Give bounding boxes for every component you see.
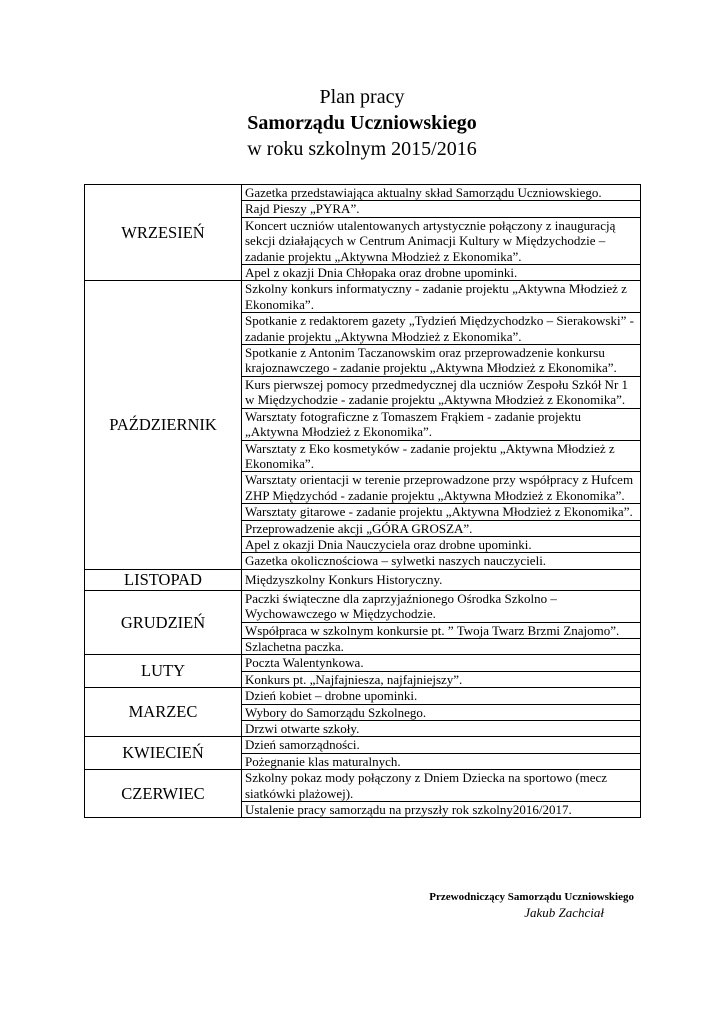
table-row: [85, 281, 641, 313]
plan-item: Apel z okazji Dnia Nauczyciela oraz drobne upominki.: [242, 536, 641, 552]
work-plan-table: [84, 184, 641, 818]
plan-item: Paczki świąteczne dla zaprzyjaźnionego Ośrodka Szkolno – Wychowawczego w Międzychodzie.: [242, 590, 641, 622]
plan-item: Współpraca w szkolnym konkursie pt. ” Twoja Twarz Brzmi Znajomo”.: [242, 622, 641, 638]
plan-item: Warsztaty fotograficzne z Tomaszem Frąkiem - zadanie projektu „Aktywna Młodzież z Ekonomika”.: [242, 408, 641, 440]
table-row: [85, 770, 641, 802]
plan-item: Warsztaty orientacji w terenie przeprowadzone przy współpracy z Hufcem ZHP Międzychód - zadanie projektu „Aktywna Młodzież z Ekonomika”.: [242, 472, 641, 504]
plan-item: Pożegnanie klas maturalnych.: [242, 753, 641, 769]
plan-item: Przeprowadzenie akcji „GÓRA GROSZA”.: [242, 520, 641, 536]
month-label: LISTOPAD: [85, 569, 242, 590]
plan-item: Poczta Walentynkowa.: [242, 655, 641, 671]
plan-item: Gazetka przedstawiająca aktualny skład Samorządu Uczniowskiego.: [242, 185, 641, 201]
table-row: [85, 590, 641, 622]
title-line-2: Samorządu Uczniowskiego: [247, 112, 477, 134]
month-label: GRUDZIEŃ: [85, 590, 242, 655]
month-label: LUTY: [85, 655, 242, 688]
plan-item: Spotkanie z redaktorem gazety „Tydzień Międzychodzko – Sierakowski” - zadanie projektu „Aktywna Młodzież z Ekonomika”.: [242, 313, 641, 345]
plan-item: Kurs pierwszej pomocy przedmedycznej dla uczniów Zespołu Szkół Nr 1 w Międzychodzie - zadanie projektu „Aktywna Młodzież z Ekonomika”.: [242, 376, 641, 408]
month-label: PAŹDZIERNIK: [85, 281, 242, 569]
plan-item: Rajd Pieszy „PYRA”.: [242, 201, 641, 217]
table-row: [85, 655, 641, 671]
plan-item: Koncert uczniów utalentowanych artystycznie połączony z inauguracją sekcji działających w Centrum Animacji Kultury w Międzychodzie – zadanie projektu „Aktywna Młodzież z Ekonomika”.: [242, 217, 641, 264]
plan-item: Konkurs pt. „Najfajniesza, najfajniejszy”.: [242, 671, 641, 687]
plan-item: Wybory do Samorządu Szkolnego.: [242, 704, 641, 720]
plan-item: Warsztaty z Eko kosmetyków - zadanie projektu „Aktywna Młodzież z Ekonomika”.: [242, 440, 641, 472]
plan-item: Apel z okazji Dnia Chłopaka oraz drobne upominki.: [242, 265, 641, 281]
plan-item: Szkolny pokaz mody połączony z Dniem Dziecka na sportowo (mecz siatkówki plażowej).: [242, 770, 641, 802]
plan-item: Dzień kobiet – drobne upominki.: [242, 688, 641, 704]
plan-item: Spotkanie z Antonim Taczanowskim oraz przeprowadzenie konkursu krajoznawczego - zadanie projektu „Aktywna Młodzież z Ekonomika”.: [242, 345, 641, 377]
plan-item: Międzyszkolny Konkurs Historyczny.: [242, 569, 641, 590]
plan-item: Gazetka okolicznościowa – sylwetki naszych nauczycieli.: [242, 553, 641, 569]
table-row: [85, 569, 641, 590]
plan-item: Szkolny konkurs informatyczny - zadanie projektu „Aktywna Młodzież z Ekonomika”.: [242, 281, 641, 313]
plan-item: Szlachetna paczka.: [242, 638, 641, 654]
title-line-1: Plan pracy: [319, 86, 405, 108]
table-row: [85, 688, 641, 704]
signature-role: Przewodniczący Samorządu Uczniowskiego: [429, 891, 634, 903]
signature-block: [429, 891, 634, 921]
month-label: KWIECIEŃ: [85, 737, 242, 770]
document-title: [0, 84, 724, 162]
month-label: MARZEC: [85, 688, 242, 737]
plan-item: Ustalenie pracy samorządu na przyszły rok szkolny2016/2017.: [242, 802, 641, 818]
table-row: [85, 185, 641, 201]
table-row: [85, 737, 641, 753]
month-label: WRZESIEŃ: [85, 185, 242, 281]
signature-name: Jakub Zachciał: [524, 905, 604, 920]
plan-item: Drzwi otwarte szkoły.: [242, 721, 641, 737]
month-label: CZERWIEC: [85, 770, 242, 818]
plan-item: Warsztaty gitarowe - zadanie projektu „Aktywna Młodzież z Ekonomika”.: [242, 504, 641, 520]
plan-item: Dzień samorządności.: [242, 737, 641, 753]
title-line-3: w roku szkolnym 2015/2016: [247, 138, 477, 160]
